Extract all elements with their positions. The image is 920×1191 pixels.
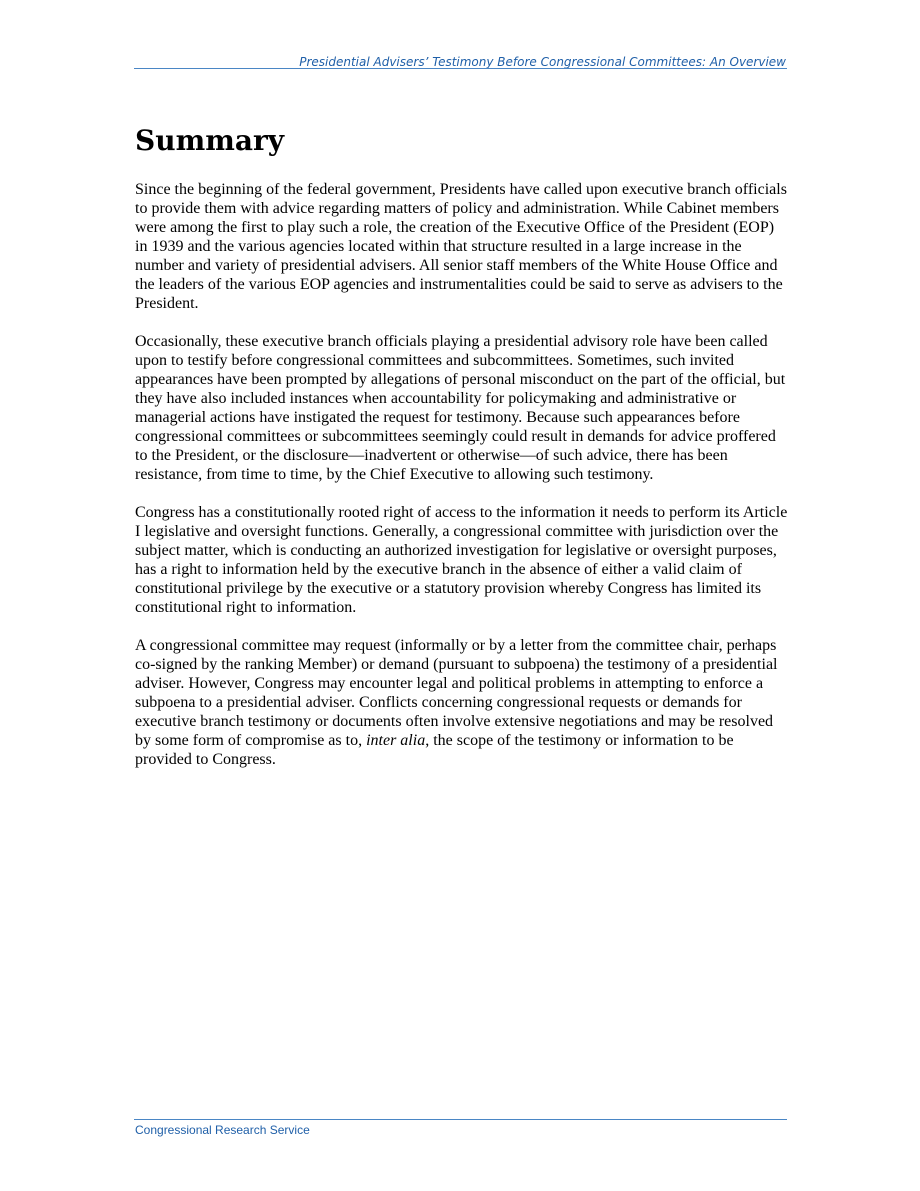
page-title: Summary <box>135 124 284 157</box>
footer-divider <box>134 1119 787 1120</box>
running-header: Presidential Advisers’ Testimony Before Congressional Committees: An Overview <box>299 55 786 69</box>
main-content <box>135 124 790 788</box>
paragraph-text-before: A congressional committee may request (informally or by a letter from the committee chair, perhaps co-signed by the ranking Member) or demand (pursuant to subpoena) the testimony of a presidential adviser. However, Congress may encounter legal and political problems in attempting to enforce a subpoena to a presidential adviser. Conflicts concerning congressional requests or demands for executive branch testimony or documents often involve extensive negotiations and may be resolved by some form of compromise as to, <box>135 637 778 749</box>
paragraph-text-after: , the scope of the testimony or information to be provided to Congress. <box>135 732 734 768</box>
summary-paragraph-4 <box>135 636 790 769</box>
summary-paragraph-1: Since the beginning of the federal government, Presidents have called upon executive branch officials to provide them with advice regarding matters of policy and administration. While Cabinet members were among the first to play such a role, the creation of the Executive Office of the President (EOP) in 1939 and the various agencies located within that structure resulted in a large increase in the number and variety of presidential advisers. All senior staff members of the White House Office and the leaders of the various EOP agencies and instrumentalities could be said to serve as advisers to the President. <box>135 181 787 312</box>
header-divider <box>134 68 787 69</box>
summary-paragraph-2: Occasionally, these executive branch officials playing a presidential advisory role have been called upon to testify before congressional committees and subcommittees. Sometimes, such invited appearances have been prompted by allegations of personal misconduct on the part of the official, but they have also included instances when accountability for policymaking and administrative or managerial actions have instigated the request for testimony. Because such appearances before congressional committees or subcommittees seemingly could result in demands for advice proffered to the President, or the disclosure—inadvertent or otherwise—of such advice, there has been resistance, from time to time, by the Chief Executive to allowing such testimony. <box>135 333 786 483</box>
running-footer: Congressional Research Service <box>135 1123 310 1137</box>
latin-phrase: inter alia <box>366 732 426 749</box>
summary-paragraph-3: Congress has a constitutionally rooted right of access to the information it needs to perform its Article I legislative and oversight functions. Generally, a congressional committee with jurisdiction over the subject matter, which is conducting an authorized investigation for legislative or oversight purposes, has a right to information held by the executive branch in the absence of either a valid claim of constitutional privilege by the executive or a statutory provision whereby Congress has limited its constitutional right to information. <box>135 504 788 616</box>
